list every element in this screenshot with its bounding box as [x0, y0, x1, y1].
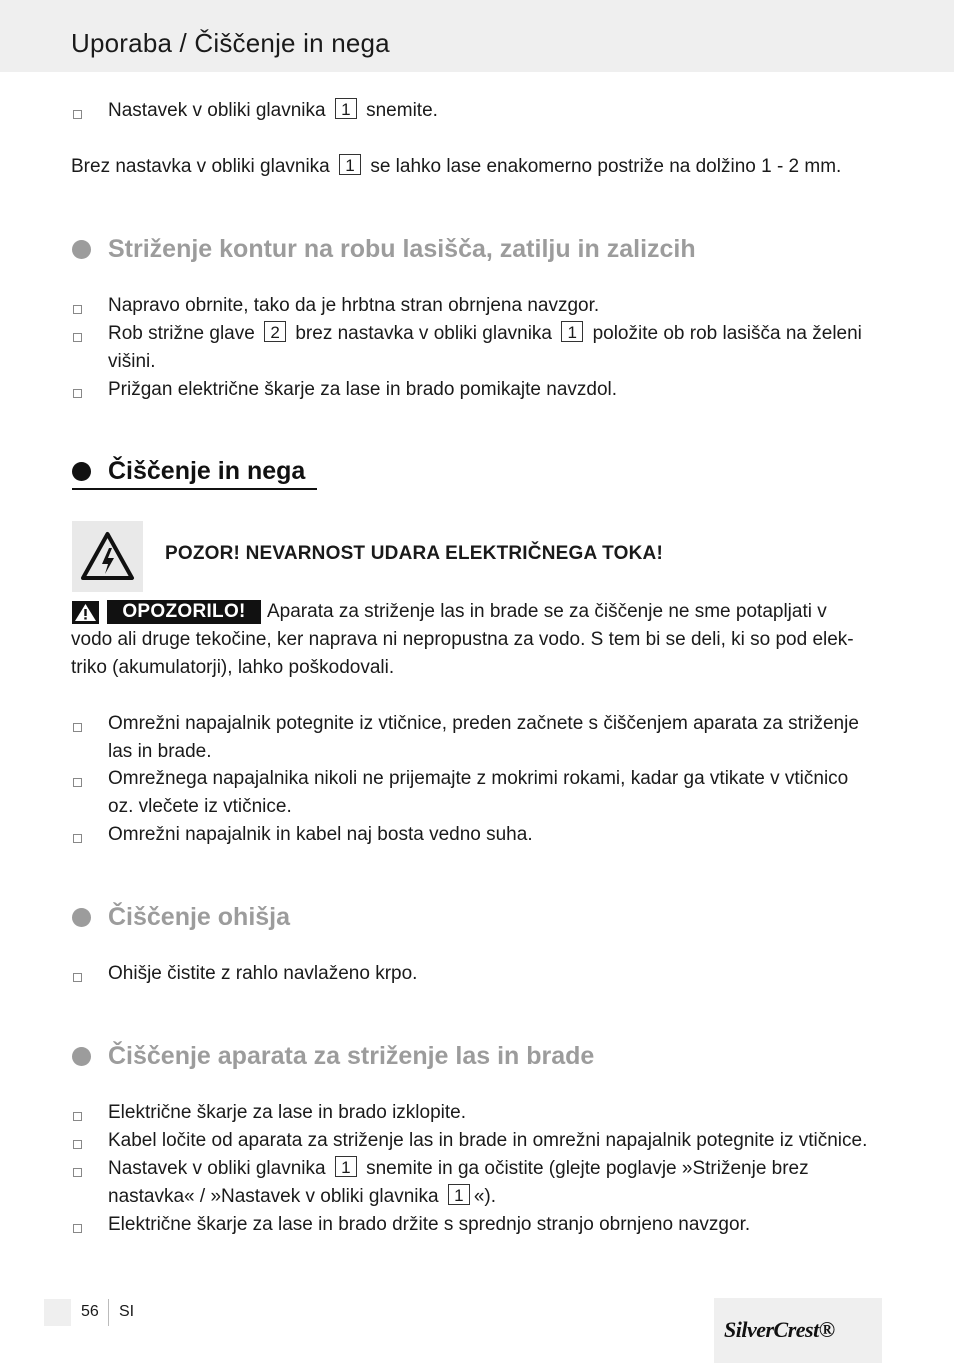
paragraph	[71, 153, 841, 181]
list-item-continuation: oz. vlečete iz vtičnice.	[108, 796, 292, 817]
brand-logo: SilverCrest®	[724, 1317, 835, 1342]
bullet-box	[73, 778, 82, 787]
list-item: Omrežnega napajalnika nikoli ne prijemajte z mokrimi rokami, kadar ga vtikate v vtičnico	[108, 768, 849, 789]
part-reference: 2	[264, 321, 286, 342]
bullet-box	[73, 834, 82, 843]
bullet-box	[73, 1112, 82, 1121]
footer-marker	[44, 1299, 71, 1326]
list-item	[108, 97, 438, 125]
part-reference: 1	[335, 98, 357, 119]
list-item-text: položite ob rob lasišča na želeni	[592, 323, 862, 344]
list-item: Električne škarje za lase in brado izklopite.	[108, 1102, 467, 1123]
warning-label: OPOZORILO!	[107, 600, 261, 624]
warning-triangle-icon	[72, 601, 99, 624]
section-dot	[72, 462, 91, 481]
list-item: Kabel ločite od aparata za striženje las in brade in omrežni napajalnik potegnite iz vtičnice.	[108, 1130, 868, 1151]
section-heading-contours: Striženje kontur na robu lasišča, zatilju in zalizcih	[108, 235, 696, 263]
paragraph-text: Brez nastavka v obliki glavnika	[71, 156, 330, 177]
section-heading-cleaning: Čiščenje in nega	[108, 457, 306, 485]
bullet-box	[73, 723, 82, 732]
list-item-text: nastavka« / »Nastavek v obliki glavnika	[108, 1186, 439, 1207]
list-item-text: snemite.	[366, 100, 438, 121]
section-heading-housing: Čiščenje ohišja	[108, 903, 291, 931]
electric-hazard-icon	[72, 521, 143, 592]
list-item	[108, 1155, 809, 1183]
page-title: Uporaba / Čiščenje in nega	[71, 28, 390, 58]
list-item: Omrežni napajalnik in kabel naj bosta vedno suha.	[108, 824, 533, 845]
warning-text: vodo ali druge tekočine, ker naprava ni nepropustna za vodo. S tem bi se deli, ki so pod elek-	[71, 629, 854, 650]
part-reference: 1	[339, 154, 361, 175]
list-item-text: brez nastavka v obliki glavnika	[295, 323, 552, 344]
warning-text: triko (akumulatorji), lahko poškodovali.	[71, 657, 395, 678]
bullet-box	[73, 110, 82, 119]
section-dot	[72, 1047, 91, 1066]
bullet-box	[73, 1224, 82, 1233]
list-item-text: Rob strižne glave	[108, 323, 255, 344]
part-reference: 1	[561, 321, 583, 342]
warning-text: Aparata za striženje las in brade se za čiščenje ne sme potapljati v	[267, 601, 827, 622]
bullet-box	[73, 973, 82, 982]
bullet-box	[73, 1168, 82, 1177]
list-item-continuation: višini.	[108, 351, 156, 372]
footer-divider	[108, 1299, 109, 1326]
list-item: Ohišje čistite z rahlo navlaženo krpo.	[108, 963, 418, 984]
bullet-box	[73, 305, 82, 314]
paragraph-text: se lahko lase enakomerno postriže na dolžino 1 - 2 mm.	[370, 156, 842, 177]
heading-underline	[72, 488, 317, 490]
bullet-box	[73, 333, 82, 342]
list-item: Prižgan električne škarje za lase in brado pomikajte navzdol.	[108, 379, 618, 400]
section-dot	[72, 240, 91, 259]
list-item: Električne škarje za lase in brado držite s sprednjo stranjo obrnjeno navzgor.	[108, 1214, 751, 1235]
hazard-box	[72, 521, 143, 592]
warning-title: POZOR! NEVARNOST UDARA ELEKTRIČNEGA TOKA!	[165, 543, 663, 564]
section-heading-device: Čiščenje aparata za striženje las in brade	[108, 1042, 595, 1070]
list-item-text: «).	[473, 1186, 497, 1207]
list-item-text: snemite in ga očistite (glejte poglavje »Striženje brez	[366, 1158, 809, 1179]
language-code: SI	[119, 1303, 135, 1320]
list-item-text: Nastavek v obliki glavnika	[108, 1158, 326, 1179]
list-item-continuation	[108, 1183, 496, 1211]
part-reference: 1	[335, 1156, 357, 1177]
list-item: Omrežni napajalnik potegnite iz vtičnice, preden začnete s čiščenjem aparata za striženje	[108, 713, 859, 734]
list-item-continuation: las in brade.	[108, 741, 212, 762]
list-item: Napravo obrnite, tako da je hrbtna stran obrnjena navzgor.	[108, 295, 600, 316]
list-item	[108, 320, 862, 348]
page-number: 56	[81, 1303, 99, 1320]
bullet-box	[73, 389, 82, 398]
section-dot	[72, 908, 91, 927]
bullet-box	[73, 1140, 82, 1149]
part-reference: 1	[448, 1184, 470, 1205]
list-item-text: Nastavek v obliki glavnika	[108, 100, 326, 121]
